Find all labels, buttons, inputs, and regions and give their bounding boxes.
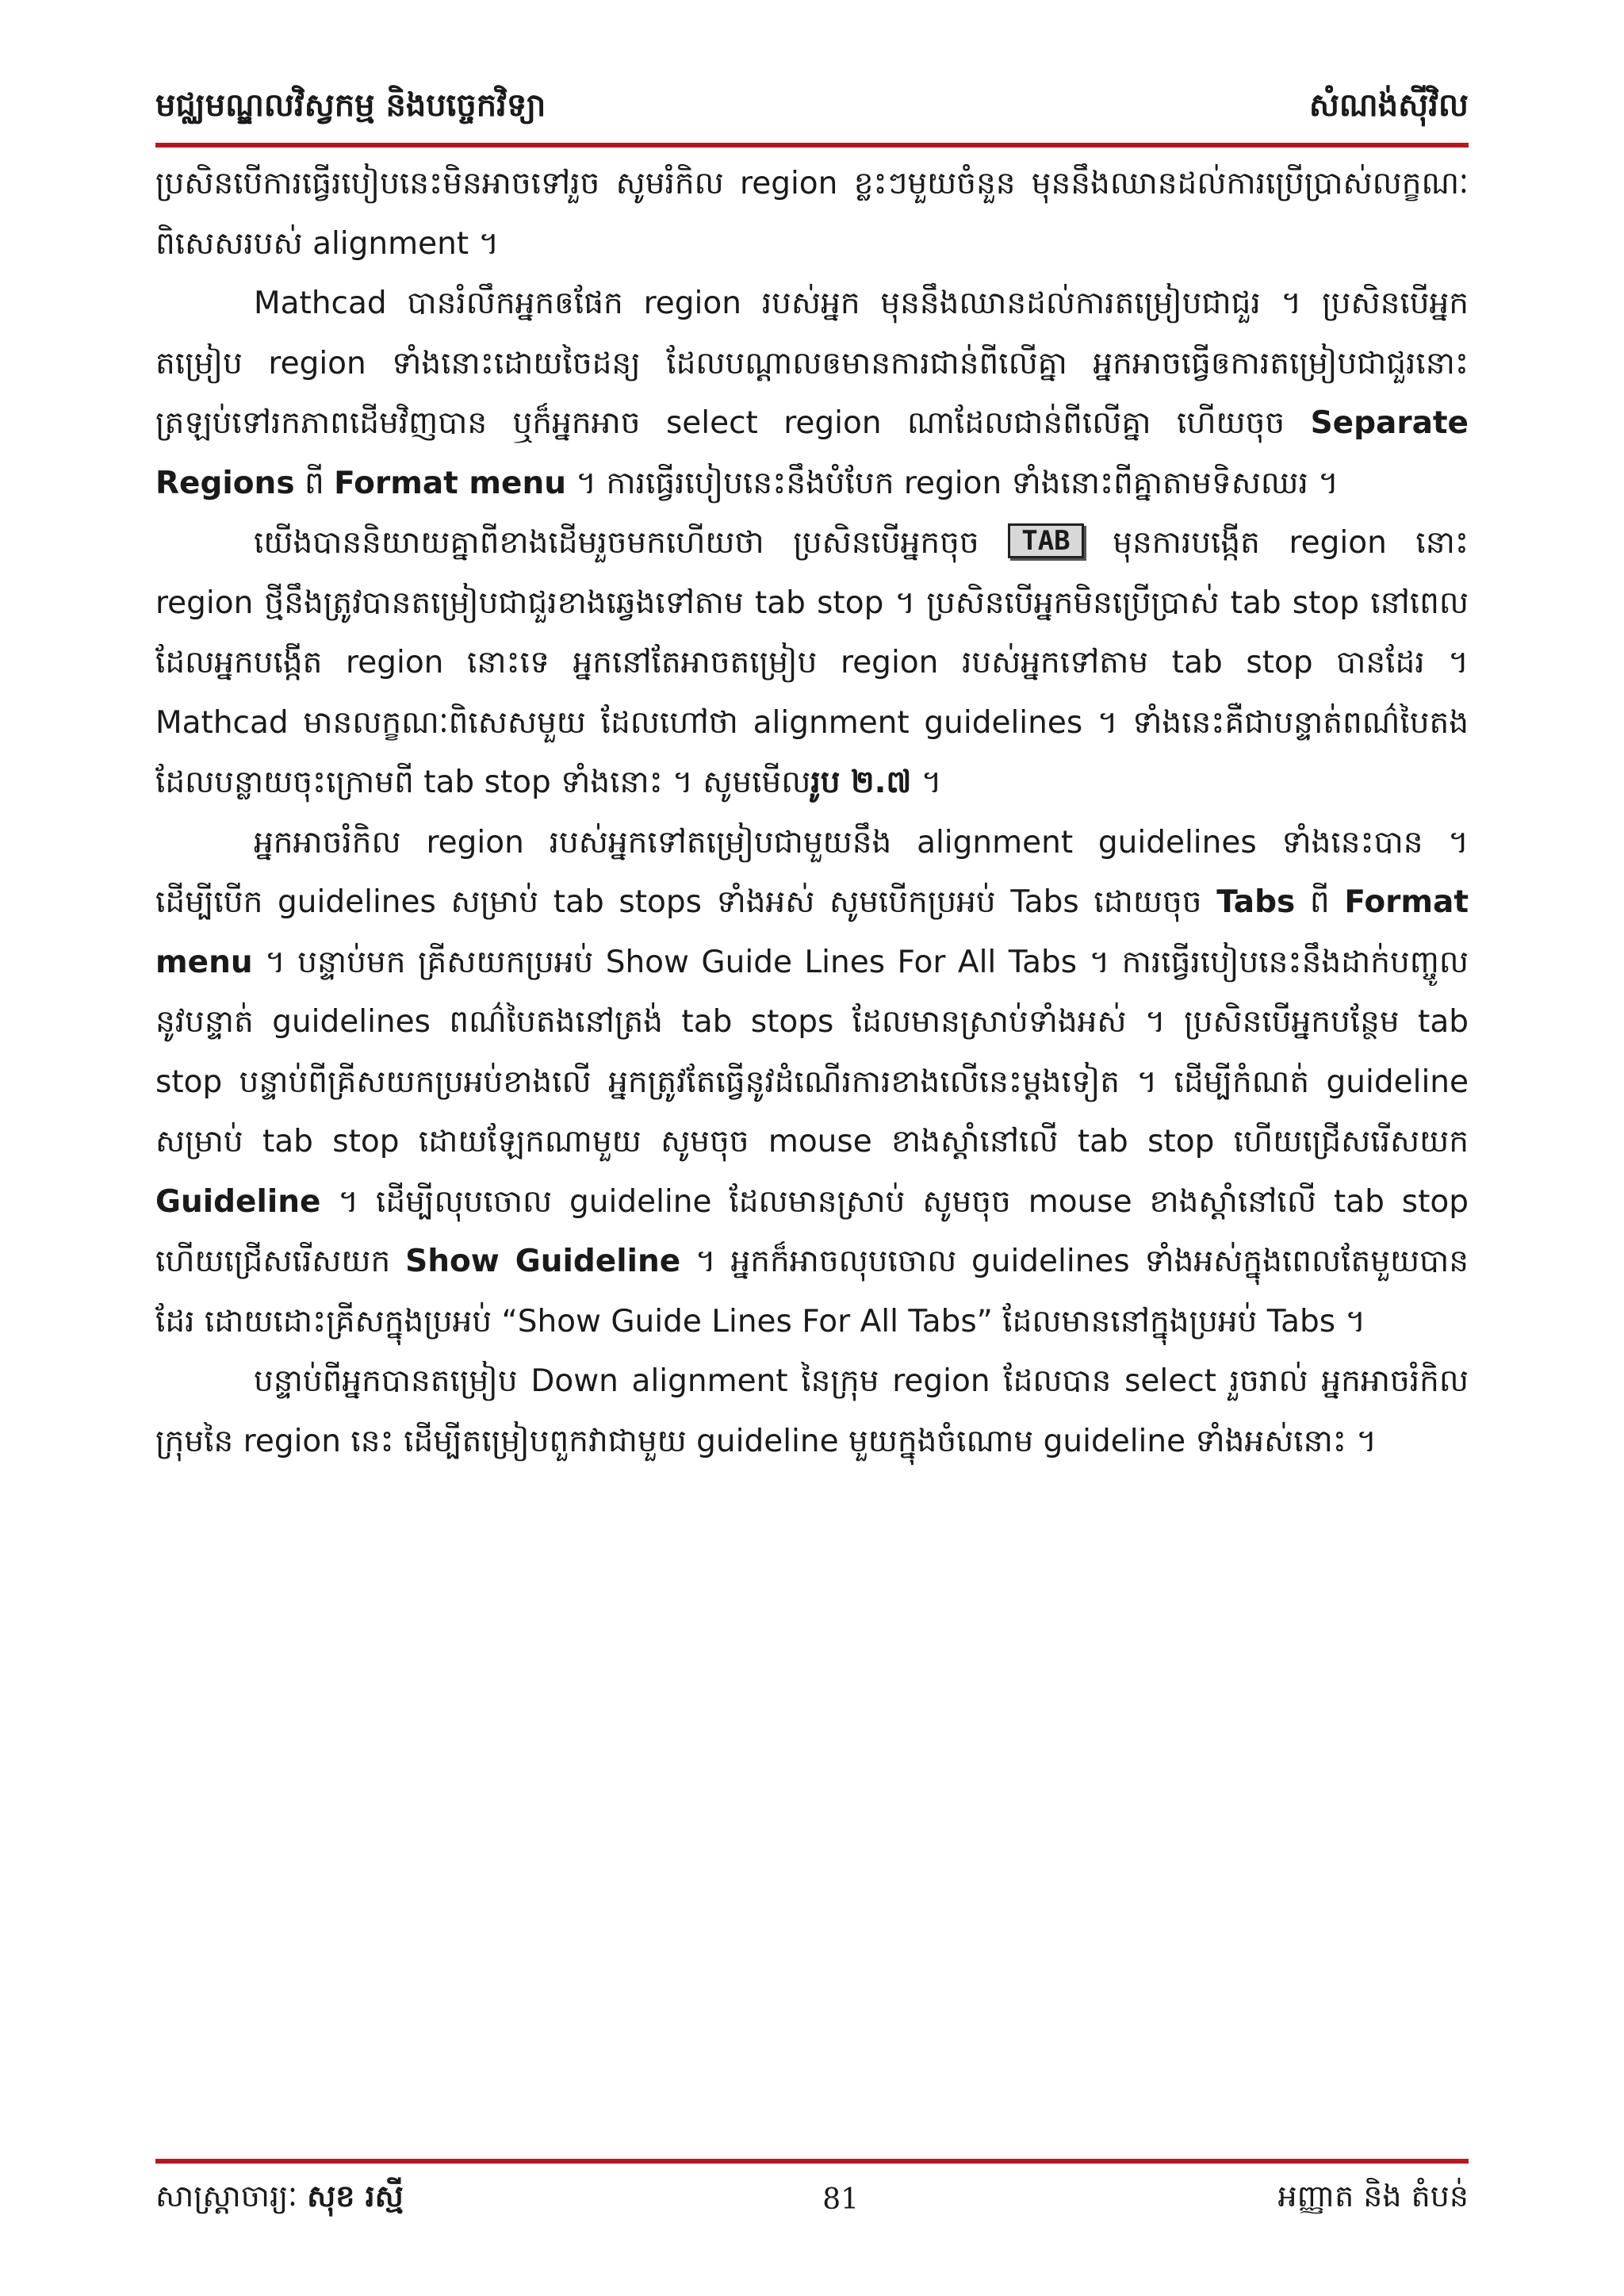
paragraph-2-text-b: ពី: [304, 465, 324, 501]
header-institution: មជ្ឈមណ្ឌលវិស្វកម្ម និងបច្ចេកវិទ្យា: [155, 86, 546, 124]
header-rule: [155, 143, 1469, 148]
tab-key-icon: TAB: [1008, 523, 1083, 558]
header-subject: សំណង់ស៊ីវិល: [1308, 86, 1469, 124]
paragraph-4-text-e: ។ អ្នកក៏អាចលុបចោល guidelines ទាំងអស់ក្នុងពេលតែមួយបានដែរ ដោយដោះគ្រីសក្នុងប្រអប់ “Show Guide Lines For All Tabs” ដែលមាននៅក្នុងប្រអប់ Tabs ។: [155, 1244, 1469, 1340]
paragraph-1: [155, 154, 1469, 274]
paragraph-4-text-a: អ្នកអាចរំកិល region របស់អ្នកទៅតម្រៀបជាមួយនឹង alignment guidelines ទាំងនេះបាន ។ ដើម្បីបើក guidelines សម្រាប់ tab stops ទាំងអស់ សូមបើកប្រអប់ Tabs ដោយចុច: [155, 824, 1469, 920]
format-menu-label-2: Format menu: [155, 884, 1469, 980]
figure-reference: រូប ២.៧: [810, 765, 912, 800]
paragraph-3-text-a: យើងបាននិយាយគ្នាពីខាងដើមរួចមកហើយថា ប្រសិនបើអ្នកចុច: [254, 525, 979, 561]
page-footer: [155, 2171, 1469, 2227]
paragraph-2-text-a: Mathcad បានរំលឹកអ្នកឲផែក region របស់អ្នក មុននឹងឈានដល់ការតម្រៀបជាជួរ ។ ប្រសិនបើអ្នកតម្រៀប region ទាំងនោះដោយចៃដន្យ ដែលបណ្តាលឲមានការជាន់ពីលើគ្នា អ្នកអាចធ្វើឲការតម្រៀបជាជួរនោះត្រឡប់ទៅរកភាពដើមវិញបាន ឬក៏អ្នកអាច select region ណាដែលជាន់ពីលើគ្នា ហើយចុច: [155, 286, 1469, 441]
footer-topic: អញ្ញាត និង តំបន់: [1277, 2179, 1469, 2214]
footer-author-prefix: សាស្ត្រាចារ្យៈ: [155, 2179, 297, 2214]
page-header: [155, 76, 1469, 140]
paragraph-2-text-c: ។ ការធ្វើរបៀបនេះនឹងបំបែក region ទាំងនោះពីគ្នាតាមទិសឈរ ។: [576, 465, 1339, 501]
footer-author: [155, 2177, 404, 2221]
paragraph-4-text-d: ។ ដើម្បីលុបចោល guideline ដែលមានស្រាប់ សូមចុច mouse ខាងស្តាំនៅលើ tab stop ហើយជ្រើសរើសយក: [155, 1183, 1469, 1279]
paragraph-3-text-b: មុនការបង្កើត region នោះ region ថ្មីនឹងត្រូវបានតម្រៀបជាជួរខាងឆ្វេងទៅតាម tab stop ។ ប្រសិនបើអ្នកមិនប្រើប្រាស់ tab stop នៅពេលដែលអ្នកបង្កើត region នោះទេ អ្នកនៅតែអាចតម្រៀប region របស់អ្នកទៅតាម tab stop បានដែរ ។ Mathcad មានលក្ខណៈពិសេសមួយ ដែលហៅថា alignment guidelines ។ ទាំងនេះគឺជាបន្ទាត់ពណ៌បៃតង ដែលបន្លាយចុះក្រោមពី tab stop ទាំងនោះ ។ សូមមើល: [155, 525, 1469, 800]
paragraph-1-text: ប្រសិនបើការធ្វើរបៀបនេះមិនអាចទៅរួច សូមរំកិល region ខ្លះៗមួយចំនួន មុននឹងឈានដល់ការប្រើប្រាស់លក្ខណៈពិសេសរបស់ alignment ។: [155, 166, 1469, 262]
tabs-label: Tabs: [1216, 884, 1296, 920]
paragraph-4: [155, 813, 1469, 1352]
paragraph-3-text-c: ។: [921, 765, 942, 800]
guideline-label: Guideline: [155, 1183, 321, 1220]
separate-regions-label: Separate Regions: [155, 405, 1469, 501]
document-body: [155, 154, 1469, 1471]
paragraph-5: [155, 1351, 1469, 1471]
show-guideline-label: Show Guideline: [405, 1244, 681, 1279]
paragraph-5-text: បន្ទាប់ពីអ្នកបានតម្រៀប Down alignment នៃក្រុម region ដែលបាន select រួចរាល់ អ្នកអាចរំកិលក្រុមនៃ region នេះ ដើម្បីតម្រៀបពួកវាជាមួយ guideline មួយក្នុងចំណោម guideline ទាំងអស់នោះ ។: [155, 1363, 1469, 1459]
footer-author-name: សុខ រស្មី: [307, 2179, 404, 2214]
footer-rule: [155, 2159, 1469, 2164]
page-number: 81: [822, 2183, 860, 2216]
paragraph-3: [155, 513, 1469, 813]
paragraph-4-text-b: ពី: [1309, 884, 1330, 920]
paragraph-2: [155, 274, 1469, 513]
format-menu-label: Format menu: [334, 465, 567, 501]
paragraph-4-text-c: ។ បន្ទាប់មក គ្រីសយកប្រអប់ Show Guide Lines For All Tabs ។ ការធ្វើរបៀបនេះនឹងដាក់បញ្ចូលនូវបន្ទាត់ guidelines ពណ៌បៃតងនៅត្រង់ tab stops ដែលមានស្រាប់ទាំងអស់ ។ ប្រសិនបើអ្នកបន្ថែម tab stop បន្ទាប់ពីគ្រីសយកប្រអប់ខាងលើ អ្នកត្រូវតែធ្វើនូវដំណើរការខាងលើនេះម្តងទៀត ។ ដើម្បីកំណត់ guideline សម្រាប់ tab stop ដោយឡែកណាមួយ សូមចុច mouse ខាងស្តាំនៅលើ tab stop ហើយជ្រើសរើសយក: [155, 944, 1469, 1159]
